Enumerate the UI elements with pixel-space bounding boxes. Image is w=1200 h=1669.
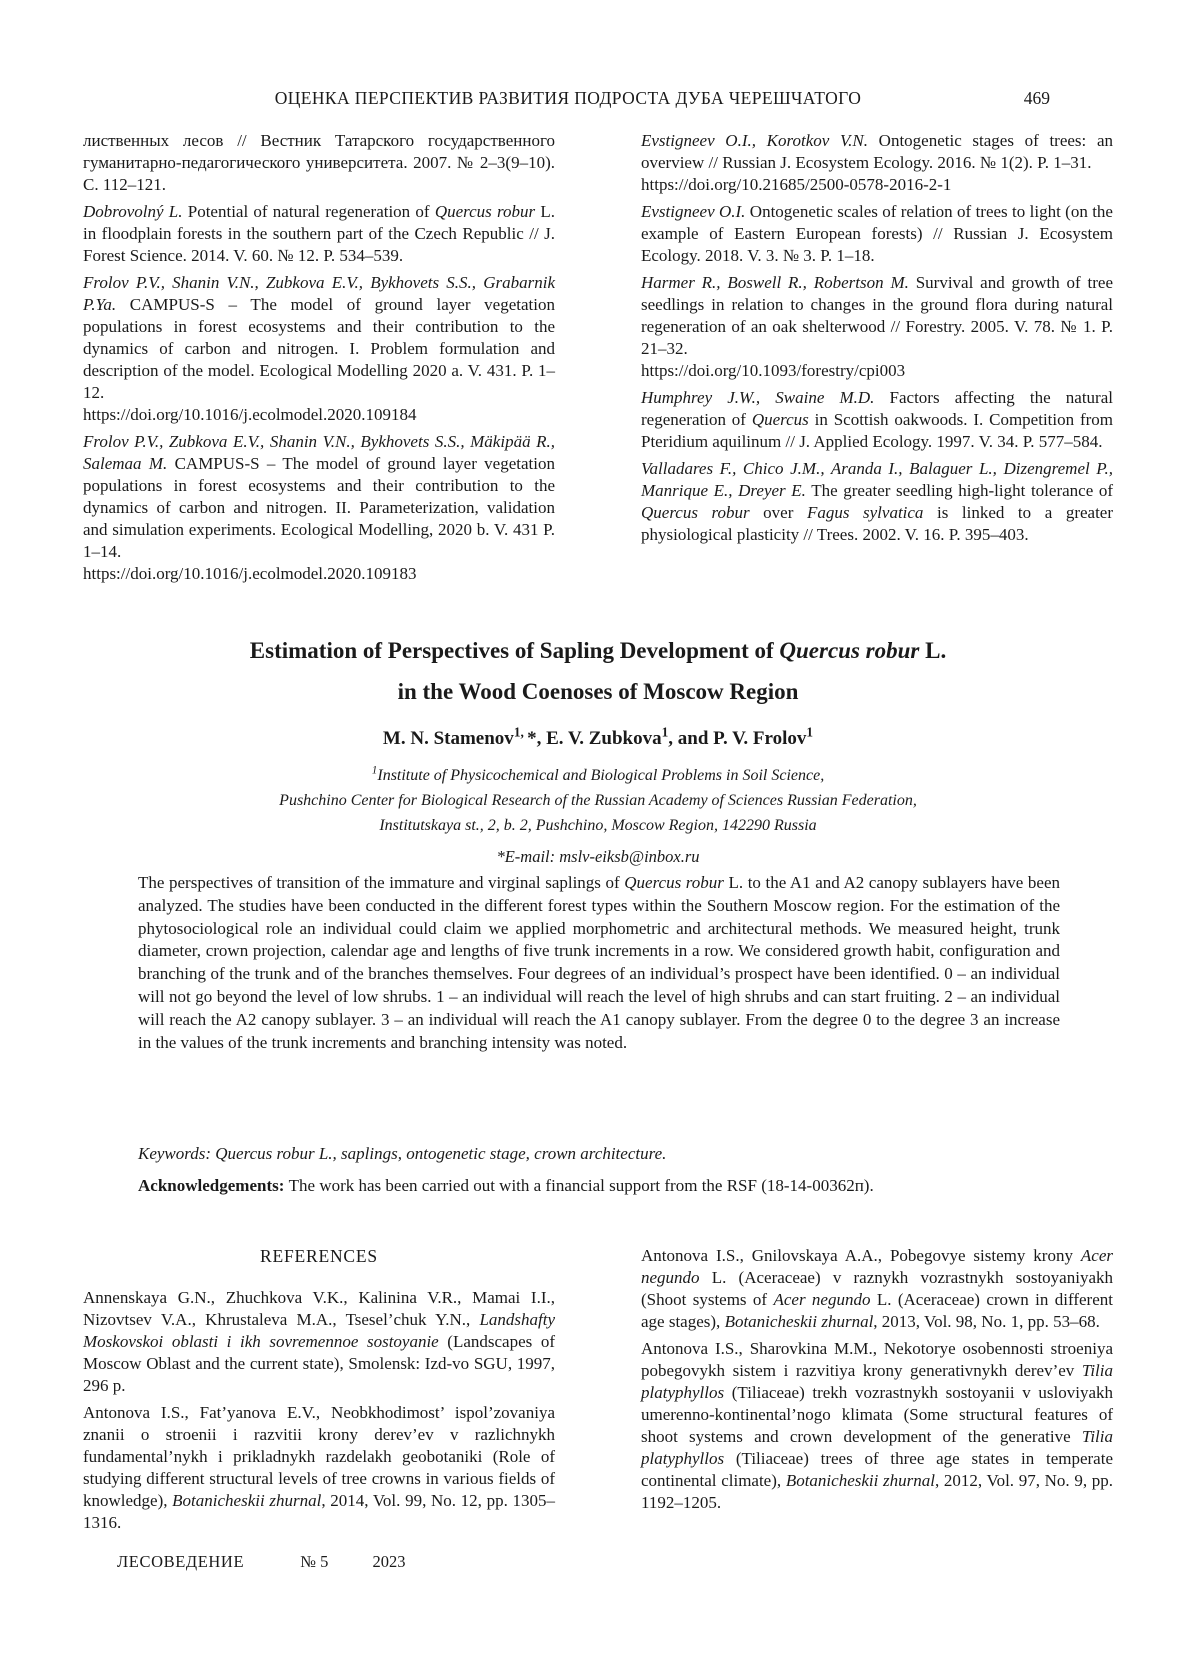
reference-paragraph: Antonova I.S., Sharovkina M.M., Nekotorye osobennosti stroeniya pobegovykh sistem i razvitiya krony generativnykh derev’ev Tilia platyphyllos (Tiliaceae) trekh vozrastnykh sostoyanii v usloviyakh umerenno-kontinental’nogo klimata (Some structural features of shoot systems and crown development of the generative Tilia platyphyllos (Tiliaceae) trees of three age states in temperate continental climate), Botanicheskii zhurnal, 2012, Vol. 97, No. 9, pp. 1192–1205. — [641, 1339, 1114, 1512]
reference-paragraph: Harmer R., Boswell R., Robertson M. Survival and growth of tree seedlings in relation to changes in the ground flora during natural regeneration of an oak shelterwood // Forestry. 2005. V. 78. № 1. P. 21–32. https://doi.org/10.1093/forestry/cpi003 — [641, 273, 1113, 380]
references-heading: REFERENCES — [260, 1246, 378, 1266]
footer-issue-number: № 5 — [300, 1552, 329, 1571]
references-left-column — [83, 1245, 555, 1534]
top-reference-columns — [83, 130, 1113, 585]
affiliation-line-3: Institutskaya st., 2, b. 2, Pushchino, Moscow Region, 142290 Russia — [379, 817, 817, 834]
references-right-column — [641, 1245, 1113, 1534]
abstract: The perspectives of transition of the immature and virginal saplings of Quercus robur L. to the A1 and A2 canopy sublayers have been analyzed. The studies have been conducted in the different forest types within the Southern Moscow region. For the estimation of the phytosociological role an individual could claim we applied morphometric and architectural methods. We measured height, trunk diameter, crown projection, calendar age and lengths of five trunk increments in a row. We considered growth habit, configuration and branching of the trunk and of the branches themselves. Four degrees of an individual’s prospect have been identified. 0 – an individual will not go beyond the level of low shrubs. 1 – an individual will reach the level of high shrubs and can start fruiting. 2 – an individual will reach the A2 canopy sublayer. 3 – an individual will reach the A1 canopy sublayer. From the degree 0 to the degree 3 an increase in the values of the trunk increments and branching intensity was noted. — [138, 873, 1061, 1052]
email-line: *E-mail: mslv-eiksb@inbox.ru — [496, 847, 700, 866]
footer-year: 2023 — [372, 1552, 406, 1571]
references-left-list — [83, 1287, 555, 1534]
running-head-title: ОЦЕНКА ПЕРСПЕКТИВ РАЗВИТИЯ ПОДРОСТА ДУБА ЧЕРЕШЧАТОГО — [274, 88, 862, 108]
reference-paragraph: Antonova I.S., Fat’yanova E.V., Neobkhodimost’ ispol’zovaniya znanii o stroenii i razvitii krony derev’ev v razlichnykh fundamental’nykh i prikladnykh razdelakh geobotaniki (Role of studying different structural levels of tree crowns in various fields of knowledge), Botanicheskii zhurnal, 2014, Vol. 99, No. 12, pp. 1305–1316. — [83, 1403, 555, 1532]
top-references-left-column — [83, 130, 555, 585]
footer-journal-name: ЛЕСОВЕДЕНИЕ — [117, 1552, 245, 1571]
article-title-line-2: in the Wood Coenoses of Moscow Region — [397, 679, 799, 704]
reference-paragraph: Dobrovolný L. Potential of natural regeneration of Quercus robur L. in floodplain forests in the southern part of the Czech Republic // J. Forest Science. 2014. V. 60. № 12. P. 534–539. — [83, 202, 555, 265]
reference-paragraph: Valladares F., Chico J.M., Aranda I., Balaguer L., Dizengremel P., Manrique E., Dreyer E. The greater seedling high-light tolerance of Quercus robur over Fagus sylvatica is linked to a greater physiological plasticity // Trees. 2002. V. 16. P. 395–403. — [641, 459, 1114, 544]
acknowledgements-line: Acknowledgements: The work has been carried out with a financial support from the RSF (18-14-00362п). — [138, 1176, 874, 1195]
affiliation-line-1: $^1$Institute of Physicochemical and Biological Problems in Soil Science, — [371, 764, 825, 784]
page-number: 469 — [1023, 88, 1050, 108]
journal-footer — [117, 1552, 406, 1572]
reference-paragraph: Annenskaya G.N., Zhuchkova V.K., Kalinina V.R., Mamai I.I., Nizovtsev V.A., Khrustaleva M.A., Tsesel’chuk Y.N., Landshafty Moskovskoi oblasti i ikh sovremennoe sostoyanie (Landscapes of Moscow Oblast and the current state), Smolensk: Izd-vo SGU, 1997, 296 p. — [83, 1288, 556, 1395]
reference-paragraph: Frolov P.V., Shanin V.N., Zubkova E.V., Bykhovets S.S., Grabarnik P.Ya. CAMPUS-S – The model of ground layer vegetation populations in forest ecosystems and their contribution to the dynamics of carbon and nitrogen. I. Problem formulation and description of the model. Ecological Modelling 2020 a. V. 431. P. 1–12. https://doi.org/10.1016/j.ecolmodel.2020.109184 — [83, 273, 555, 424]
references-section — [83, 1245, 1113, 1534]
reference-paragraph: лиственных лесов // Вестник Татарского государственного гуманитарно-педагогического университета. 2007. № 2–3(9–10). С. 112–121. — [83, 131, 555, 194]
article-title-line-1: Estimation of Perspectives of Sapling Development of Quercus robur L. — [249, 638, 947, 663]
article-title-block — [83, 630, 1113, 867]
top-references-right-column — [641, 130, 1113, 585]
reference-paragraph: Antonova I.S., Gnilovskaya A.A., Pobegovye sistemy krony Acer negundo L. (Aceraceae) v raznykh vozrastnykh sostoyaniyakh (Shoot systems of Acer negundo L. (Aceraceae) crown in different age stages), Botanicheskii zhurnal, 2013, Vol. 98, No. 1, pp. 53–68. — [641, 1246, 1113, 1331]
article-title — [83, 630, 1113, 712]
authors-line: M. N. Stamenov$^{1,}$ *, E. V. Zubkova$^1$, and P. V. Frolov$^1$ — [382, 724, 814, 749]
affiliation-line-2: Pushchino Center for Biological Research of the Russian Academy of Sciences Russian Federation, — [279, 792, 917, 809]
reference-paragraph: Humphrey J.W., Swaine M.D. Factors affecting the natural regeneration of Quercus in Scottish oakwoods. I. Competition from Pteridium aquilinum // J. Applied Ecology. 1997. V. 34. P. 577–584. — [641, 388, 1113, 451]
affiliation — [83, 763, 1113, 838]
reference-paragraph: Frolov P.V., Zubkova E.V., Shanin V.N., Bykhovets S.S., Mäkipää R., Salemaa M. CAMPUS-S – The model of ground layer vegetation populations in forest ecosystems and their contribution to the dynamics of carbon and nitrogen. II. Parameterization, validation and simulation experiments. Ecological Modelling, 2020 b. V. 431 P. 1–14. https://doi.org/10.1016/j.ecolmodel.2020.109183 — [83, 432, 555, 583]
running-head — [83, 88, 1113, 110]
keywords-line: Keywords: Quercus robur L., saplings, ontogenetic stage, crown architecture. — [138, 1144, 667, 1163]
reference-paragraph: Evstigneev O.I. Ontogenetic scales of relation of trees to light (on the example of Eastern European forests) // Russian J. Ecosystem Ecology. 2018. V. 3. № 3. P. 1–18. — [641, 202, 1113, 265]
reference-paragraph: Evstigneev O.I., Korotkov V.N. Ontogenetic stages of trees: an overview // Russian J. Ecosystem Ecology. 2016. № 1(2). P. 1–31. https://doi.org/10.21685/2500-0578-2016-2-1 — [641, 131, 1113, 194]
